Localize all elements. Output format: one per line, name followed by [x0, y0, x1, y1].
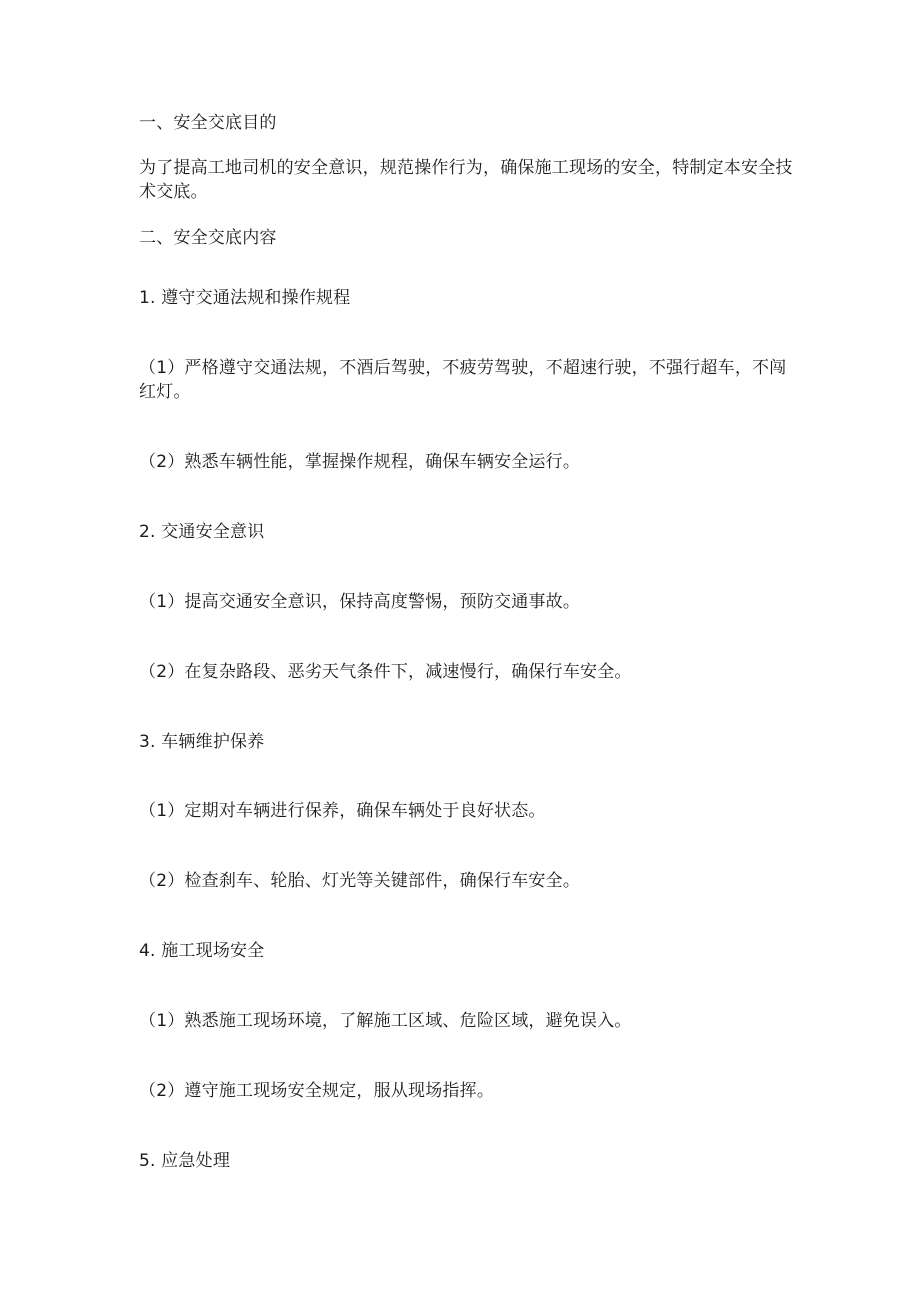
- item-detail-site-safety-1: （1）熟悉施工现场环境，了解施工区域、危险区域，避免误入。: [139, 1011, 632, 1031]
- section-heading-content: 二、安全交底内容: [139, 228, 277, 248]
- item-detail-site-safety-2: （2）遵守施工现场安全规定，服从现场指挥。: [139, 1081, 495, 1101]
- item-title-traffic-rules: 1. 遵守交通法规和操作规程: [139, 288, 351, 308]
- item-detail-safety-awareness-2: （2）在复杂路段、恶劣天气条件下，减速慢行，确保行车安全。: [139, 662, 632, 682]
- item-detail-vehicle-maintenance-2: （2）检查刹车、轮胎、灯光等关键部件，确保行车安全。: [139, 871, 581, 891]
- item-title-vehicle-maintenance: 3. 车辆维护保养: [139, 732, 265, 752]
- item-detail-safety-awareness-1: （1）提高交通安全意识，保持高度警惕，预防交通事故。: [139, 592, 581, 612]
- item-detail-traffic-rules-1: （1）严格遵守交通法规，不酒后驾驶，不疲劳驾驶，不超速行驶，不强行超车，不闯红灯。: [139, 358, 787, 402]
- section-body-purpose: 为了提高工地司机的安全意识，规范操作行为，确保施工现场的安全，特制定本安全技术交底。: [139, 158, 793, 202]
- item-title-safety-awareness: 2. 交通安全意识: [139, 522, 265, 542]
- item-detail-vehicle-maintenance-1: （1）定期对车辆进行保养，确保车辆处于良好状态。: [139, 801, 546, 821]
- section-heading-purpose: 一、安全交底目的: [139, 113, 277, 133]
- item-title-emergency-handling: 5. 应急处理: [139, 1151, 231, 1171]
- item-detail-traffic-rules-2: （2）熟悉车辆性能，掌握操作规程，确保车辆安全运行。: [139, 452, 581, 472]
- item-title-site-safety: 4. 施工现场安全: [139, 941, 265, 961]
